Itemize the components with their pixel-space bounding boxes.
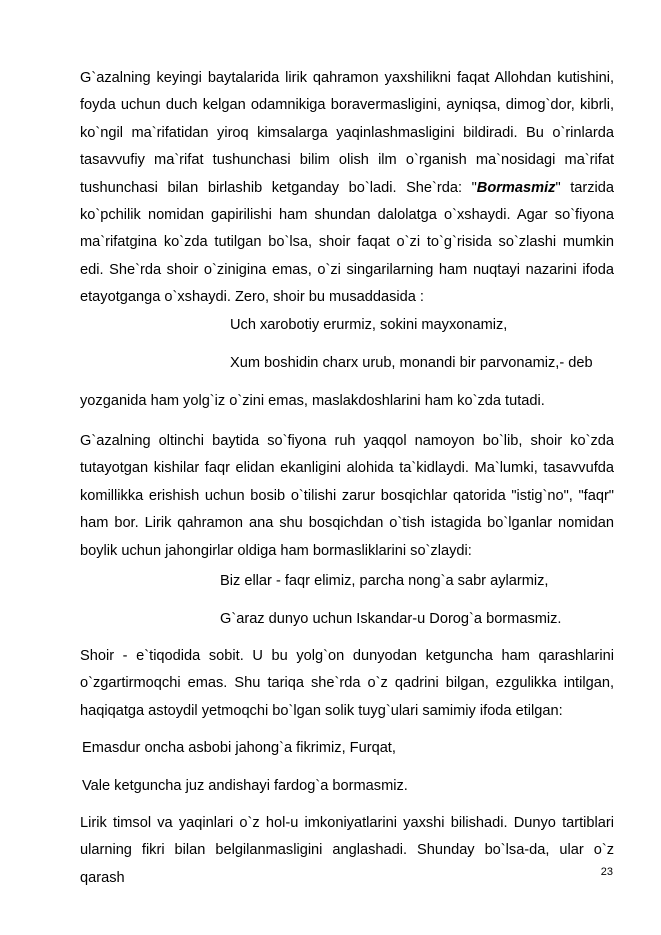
verse-line-6: Vale ketguncha juz andishayi fardog`a bormasmiz. <box>82 778 408 794</box>
paragraph-4-text: Shoir - e`tiqodida sobit. U bu yolg`on dunyodan ketguncha ham qarashlarini o`zgartirmoqchi emas. Shu tariqa she`rda o`z qadrini bilgan, ezgulikka intilgan, haqiqatga astoydil yetmoqchi bo`lgan solik tuyg`ulari samimiy ifoda etilgan: <box>80 648 614 719</box>
page-number: 23 <box>600 866 613 878</box>
paragraph-1-end: " tarzida ko`pchilik nomidan gapirilishi ham shundan dalolatga o`xshaydi. Agar so`fiyona ma`rifatgina ko`zda tutilgan bo`lsa, shoir faqat o`zi to`g`risida so`zlashi mumkin edi. She`rda shoir o`zinigina emas, o`zi singarilarning ham nuqtayi nazarini ifoda etayotganga o`xshaydi. Zero, shoir bu musaddasida : <box>80 179 614 306</box>
verse-line-1: Uch xarobotiy erurmiz, sokini mayxonamiz, <box>230 317 508 333</box>
paragraph-5-text: Lirik timsol va yaqinlari o`z hol-u imkoniyatlarini yaxshi bilishadi. Dunyo tartiblari ularning fikri bilan belgilanmasligini anglashadi. Shunday bo`lsa-da, ular o`z qarash <box>80 815 614 886</box>
verse-line-5: Emasdur oncha asbobi jahong`a fikrimiz, Furqat, <box>82 740 396 756</box>
paragraph-1-text <box>80 65 614 312</box>
emphasis-bormasmiz: Bormasmiz <box>476 179 556 196</box>
verse-line-2: Xum boshidin charx urub, monandi bir parvonamiz,- deb <box>230 355 593 371</box>
verse-line-3: Biz ellar - faqr elimiz, parcha nong`a sabr aylarmiz, <box>220 573 549 589</box>
paragraph-5 <box>80 810 614 892</box>
paragraph-2 <box>80 388 614 415</box>
paragraph-1-start: G`azalning keyingi baytalarida lirik qahramon yaxshilikni faqat Allohdan kutishini, foyda uchun duch kelgan odamnikiga boravermasligini, ayniqsa, dimog`dor, kibrli, ko`ngil ma`rifatidan yiroq kimsalarga yaqinlashmasligini bildiradi. Bu o`rinlarda tasavvufiy ma`rifat tushunchasi bilim olish ilm o`rganish ma`nosidagi ma`rifat tushunchasi bilan birlashib ketganday bo`ladi. She`rda: " <box>80 70 614 196</box>
paragraph-3 <box>80 428 614 565</box>
verse-line-4: G`araz dunyo uchun Iskandar-u Dorog`a bormasmiz. <box>220 611 562 627</box>
paragraph-3-text: G`azalning oltinchi baytida so`fiyona ruh yaqqol namoyon bo`lib, shoir ko`zda tutayotgan kishilar faqr elidan ekanligini alohida ta`kidlaydi. Ma`lumki, tasavvufda komillikka erishish uchun bosib o`tilishi zarur bosqichlar qatorida "istig`no", "faqr" ham bor. Lirik qahramon ana shu bosqichdan o`tish istagida bo`lganlar nomidan boylik uchun jahongirlar oldiga ham bormasliklarini so`zlaydi: <box>80 433 614 559</box>
paragraph-2-text: yozganida ham yolg`iz o`zini emas, maslakdoshlarini ham ko`zda tutadi. <box>80 393 545 409</box>
paragraph-4 <box>80 643 614 725</box>
paragraph-1 <box>80 65 614 312</box>
